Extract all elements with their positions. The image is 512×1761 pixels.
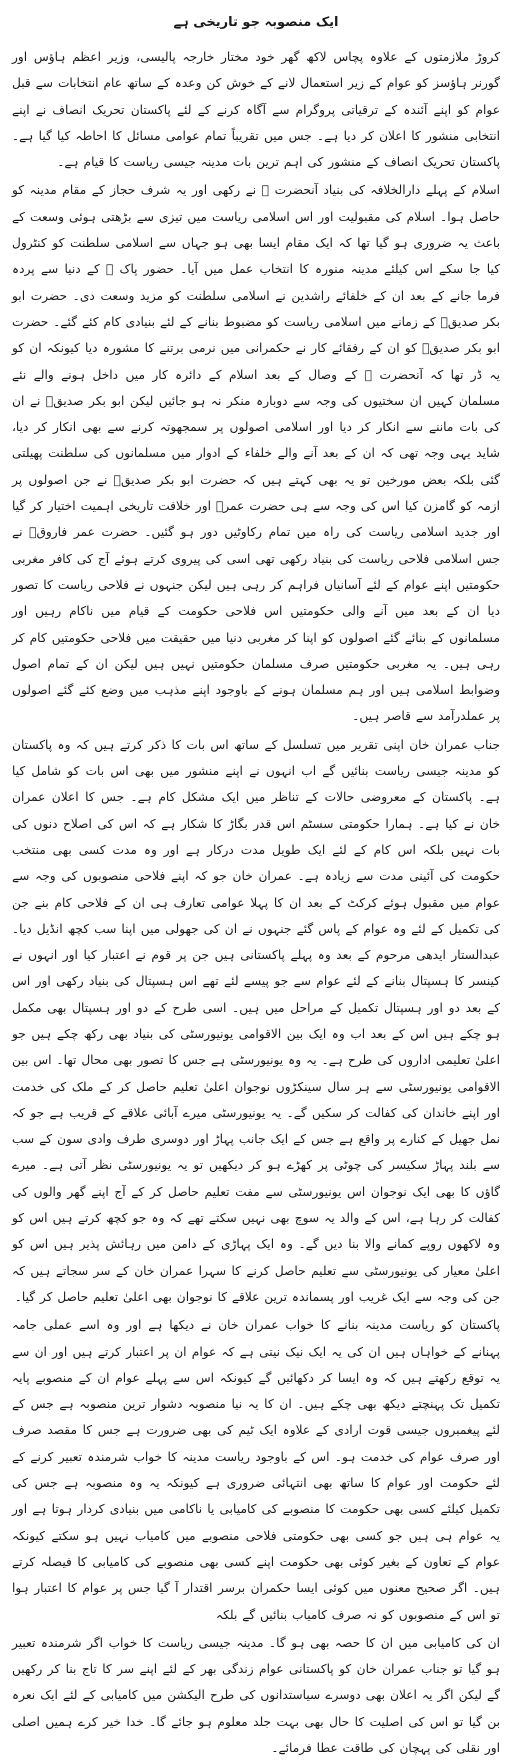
article-paragraph: اسلام کے پہلے دارالخلافہ کی بنیاد آنحضرت ﷺ نے رکھی اور یہ شرف حجاز کے مقام مدینہ کو حاصل ہوا۔ اسلام کی مقبولیت اور اس اسلامی ریاست میں تیزی سے بڑھتی ہوئی وسعت کے باعث یہ ضروری ہو گیا تھا کہ ایک مقام ایسا بھی ہو جہاں سے اسلامی سلطنت کو کنٹرول کیا جا سکے اس کیلئے مدینہ منورہ کا انتخاب عمل میں آیا۔ حضور پاک ﷺ کے دنیا سے پردہ فرما جانے کے بعد ان کے خلفائے راشدین نے اسلامی سلطنت کو مزید وسعت دی۔ حضرت ابو بکر صدیقؓ کے زمانے میں اسلامی ریاست کو مضبوط بنانے کے لئے بنیادی کام کئے گئے۔ حضرت ابو بکر صدیقؓ کو ان کے رفقائے کار نے حکمرانی میں نرمی برتنے کا مشورہ دیا کیونکہ ان کو یہ ڈر تھا کہ آنحضرت ﷺ کے وصال کے بعد اسلام کے دائرہ کار میں داخل ہونے والے نئے مسلمان کہیں ان سختیوں کی وجہ سے دوبارہ منکر نہ ہو جائیں لیکن ابو بکر صدیقؓ نے ان کی بات ماننے سے انکار کر دیا اور اسلامی اصولوں پر سمجھوتہ کرنے سے بھی انکار کر دیا، شاید یہی وجہ تھی کہ ان کے بعد آنے والے خلفاء کے ادوار میں مسلمانوں کی سلطنت پھیلتی گئی بلکہ بعض مورخین تو یہ بھی کہتے ہیں کہ حضرت ابو بکر صدیقؓ نے جن اصولوں پر ازمہ کو گامزن کیا اس کی وجہ سے ہی حضرت عمرؓ اور خلافت تاریخی اہمیت اختیار کر گیا اور جدید اسلامی ریاست کی راہ میں تمام رکاوٹیں دور ہو گئیں۔ حضرت عمر فاروقؓ نے جس اسلامی فلاحی ریاست کی بنیاد رکھی تھی اسی کی پیروی کرتے ہوئے آج کی کافر مغربی حکومتیں اپنے عوام کے لئے آسانیاں فراہم کر رہی ہیں لیکن جنہوں نے فلاحی ریاست کا تصور دیا ان کے بعد میں آنے والی حکومتیں اس فلاحی حکومت کے قیام میں ناکام رہیں اور مسلمانوں کے بنائے گئے اصولوں کو اپنا کر مغربی دنیا میں حقیقت میں فلاحی حکومتیں کام کر رہی ہیں۔ یہ مغربی حکومتیں صرف مسلمان حکومتیں نہیں ہیں لیکن ان کے تمام اصول وضوابط اسلامی ہیں اور ہم مسلمان ہونے کے باوجود اپنے مذہب میں وضع کئے گئے اصولوں پر عملدرآمد سے قاصر ہیں۔ [12, 183, 500, 724]
article-paragraph: جناب عمران خان اپنی تقریر میں تسلسل کے ساتھ اس بات کا ذکر کرتے ہیں کہ وہ پاکستان کو مدینہ جیسی ریاست بنائیں گے اب انہوں نے اپنے منشور میں بھی اس بات کو شامل کیا ہے۔ پاکستان کے معروضی حالات کے تناظر میں ایک مشکل کام ہے۔ جس کا اعلان عمران خان نے کیا ہے۔ ہمارا حکومتی سسٹم اس قدر بگاڑ کا شکار ہے کہ اس کی اصلاح دنوں کی بات نہیں بلکہ اس کام کے لئے ایک طویل مدت درکار ہے اور وہ مدت کسی بھی منتخب حکومت کی آئینی مدت سے زیادہ ہے۔ عمران خان جو کہ اپنے فلاحی منصوبوں کی وجہ سے عوام میں مقبول ہوئے کرکٹ کے بعد ان کا پہلا عوامی تعارف ہی ان کے فلاحی کام بنے جن کی تکمیل کے لئے وہ عوام کے پاس گئے جنہوں نے ان کی جھولی میں اپنا سب کچھ انڈیل دیا۔ عبدالستار ایدھی مرحوم کے بعد وہ پہلے پاکستانی ہیں جن پر قوم نے اعتبار کیا اور انہوں نے کینسر کا ہسپتال بنانے کے لئے عوام سے جو پیسے لئے تھے اس ہسپتال کی بنیاد رکھی اور اس کے بعد دو اور ہسپتال تکمیل کے مراحل میں ہیں۔ اسی طرح کے دو اور ہسپتال بھی مکمل ہو چکے ہیں اس کے بعد اب وہ ایک بین الاقوامی یونیورسٹی کی بنیاد بھی رکھ چکے ہیں جو اعلیٰ تعلیمی اداروں کی طرح ہے۔ یہ وہ یونیورسٹی ہے جس کا تصور بھی محال تھا۔ اس بین الاقوامی یونیورسٹی سے ہر سال سینکڑوں نوجوان اعلیٰ تعلیم حاصل کر کے ملک کی خدمت اور اپنے خاندان کی کفالت کر سکیں گے۔ یہ یونیورسٹی میرے آبائی علاقے کے قریب ہے جو کہ نمل جھیل کے کنارے پر واقع ہے جس کے ایک جانب پہاڑ اور دوسری طرف وادی سون کے سب سے بلند پہاڑ سکیسر کی چوٹی پر کھڑے ہو کر دیکھیں تو یہ یونیورسٹی نظر آتی ہے۔ میرے گاؤں کا بھی ایک نوجوان اس یونیورسٹی سے مفت تعلیم حاصل کر کے آج اپنے گھر والوں کی کفالت کر رہا ہے، اس کے والد یہ سوچ بھی نہیں سکتے تھے کہ وہ جو کچھ کرتے ہیں اس کو وہ لاکھوں روپے کمانے والا بنا دیں گے۔ وہ ایک پہاڑی کے دامن میں رہائش پذیر ہیں اس کو اعلیٰ معیار کی یونیورسٹی سے تعلیم حاصل کرنے کا سہرا عمران خان کے سر سجاتے ہیں کہ جن کی وجہ سے ایک غریب اور پسماندہ ترین علاقے کا نوجوان بھی اعلیٰ تعلیم حاصل کر گیا۔ [12, 737, 500, 1304]
article-paragraph: ان کی کامیابی میں ان کا حصہ بھی ہو گا۔ مدینہ جیسی ریاست کا خواب اگر شرمندہ تعبیر ہو گیا تو جناب عمران خان کو پاکستانی عوام زندگی بھر کے لئے اپنے سر کا تاج بنا کر رکھیں گے لیکن اگر یہ اعلان بھی دوسرے سیاستدانوں کی طرح الیکشن میں کامیابی کے لئے ایک نعرہ بن گیا تو اس کی اصلیت کا حال بھی بہت جلد معلوم ہو جائے گا۔ خدا خیر کرے ہمیں اصلی اور نقلی کی پہچان کی طاقت عطا فرمائے۔ [12, 1635, 500, 1755]
article-paragraph: پاکستان کو ریاست مدینہ بنانے کا خواب عمران خان نے دیکھا ہے اور وہ اسے عملی جامہ پہنانے کے خواہاں ہیں ان کی یہ ایک نیک نیتی ہے کہ عوام ان پر اعتبار کرتے ہیں اور ان سے یہ توقع رکھتے ہیں کہ وہ ایسا کر دکھائیں گے کیونکہ اس سے پہلے عوام ان کے منصوبے پایہ تکمیل تک پہنچتے دیکھ بھی چکے ہیں۔ ان کا یہ نیا منصوبہ دشوار ترین منصوبہ ہے جس کے لئے پیغمبروں جیسی قوت ارادی کے علاوہ ایک ٹیم کی بھی ضرورت ہے جس کا مقصد صرف اور صرف عوام کی خدمت ہو۔ اس کے باوجود ریاست مدینہ کا خواب شرمندہ تعبیر کرنے کے لئے حکومت اور عوام کا ساتھ بھی انتہائی ضروری ہے کیونکہ یہ وہ منصوبہ ہے جس کی تکمیل کیلئے کسی بھی حکومت کا منصوبے کی کامیابی یا ناکامی میں بنیادی کردار ہوتا ہے اور یہ عوام ہی ہیں جو کسی بھی حکومتی فلاحی منصوبے میں کامیاب نہیں ہو سکتے کیونکہ عوام کے تعاون کے بغیر کوئی بھی حکومت اپنے کسی بھی منصوبے کی کامیابی کا فیصلہ کرتے ہیں۔ اگر صحیح معنوں میں کوئی ایسا حکمران برسر اقتدار آ گیا جس پر عوام کا اعتبار ہوا تو اس کے منصوبوں کو نہ صرف کامیاب بنائیں گے بلکہ [12, 1318, 500, 1622]
article-paragraph: کروڑ ملازمتوں کے علاوہ پچاس لاکھ گھر خود مختار خارجہ پالیسی، وزیر اعظم ہاؤس اور گورنر ہاؤسز کو عوام کے زیر استعمال لانے کے خوش کن وعدہ کے ساتھ عام انتخابات سے قبل عوام کو اپنے آئندہ کے ترقیاتی پروگرام سے آگاہ کرنے کے لئے پاکستان تحریک انصاف نے اپنے انتخابی منشور کا اعلان کر دیا ہے۔ جس میں تقریباً تمام عوامی مسائل کا احاطہ کیا گیا ہے۔ پاکستان تحریک انصاف کے منشور کی اہم ترین بات مدینہ جیسی ریاست کا قیام ہے۔ [12, 50, 500, 170]
article-title: ایک منصوبہ جو تاریخی ہے [173, 15, 339, 30]
